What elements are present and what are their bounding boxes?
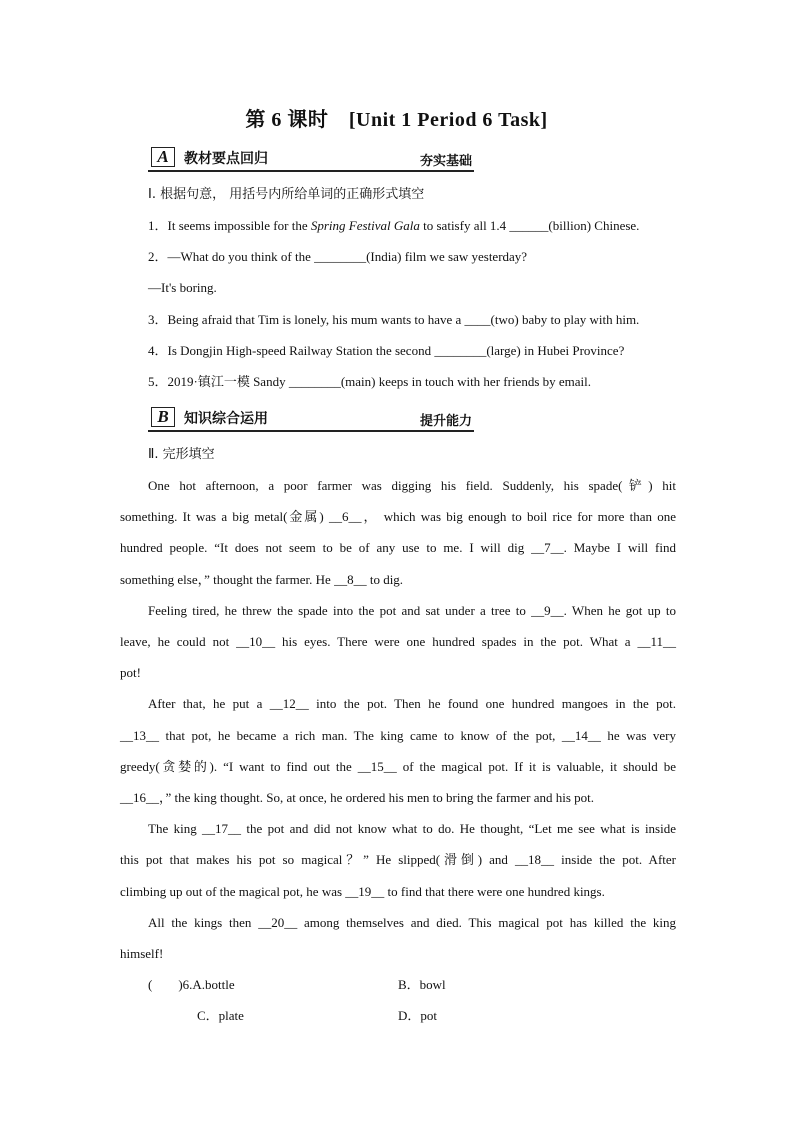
- question-6-option-d: D．pot: [398, 1008, 438, 1023]
- passage-line: pot!: [120, 665, 141, 680]
- question-2-answer: —It's boring.: [148, 280, 217, 295]
- question-2: 2．—What do you think of the ________(India) film we saw yesterday?: [148, 249, 528, 264]
- part1-heading: Ⅰ. 根据句意， 用括号内所给单词的正确形式填空: [148, 187, 425, 202]
- section-a-header: [148, 146, 474, 172]
- passage-line: __16__，” the king thought. So, at once, he ordered his men to bring the farmer and his pot.: [120, 790, 595, 805]
- passage-line: All the kings then __20__ among themselves and died. This magical pot has killed the king: [148, 915, 676, 930]
- part2-heading: Ⅱ. 完形填空: [148, 447, 215, 462]
- section-b-badge: B: [151, 407, 175, 427]
- question-4: 4．Is Dongjin High-speed Railway Station the second ________(large) in Hubei Province?: [148, 343, 625, 358]
- section-a-badge: A: [151, 147, 175, 167]
- passage-line: __13__ that pot, he became a rich man. The king came to know of the pot, __14__ he was very: [120, 728, 676, 743]
- passage-line: himself!: [120, 946, 164, 961]
- section-a-label: 教材要点回归: [184, 151, 268, 167]
- passage-line: something else，” thought the farmer. He __8__ to dig.: [120, 572, 404, 587]
- question-1: 1．It seems impossible for the Spring Festival Gala to satisfy all 1.4 ______(billion) Chinese.: [148, 218, 640, 233]
- question-6-stem-option-a: ( )6.A.bottle: [148, 977, 235, 992]
- passage-line: this pot that makes his pot so magical？” He slipped(滑倒) and __18__ inside the pot. After: [120, 852, 676, 867]
- passage-line: One hot afternoon, a poor farmer was digging his field. Suddenly, his spade(铲) hit: [148, 478, 676, 493]
- passage-line: greedy(贪婪的). “I want to find out the __15__ of the magical pot. If it is valuable, it should be: [120, 759, 676, 774]
- passage-line: leave, he could not __10__ his eyes. There were one hundred spades in the pot. What a __11__: [120, 634, 676, 649]
- passage-line: After that, he put a __12__ into the pot. Then he found one hundred mangoes in the pot.: [148, 696, 676, 711]
- question-6-option-c: C．plate: [197, 1008, 244, 1023]
- passage-line: The king __17__ the pot and did not know what to do. He thought, “Let me see what is inside: [148, 821, 676, 836]
- section-b-right-label: 提升能力: [419, 414, 472, 429]
- section-a-right-label: 夯实基础: [419, 154, 472, 169]
- question-3: 3．Being afraid that Tim is lonely, his mum wants to have a ____(two) baby to play with him.: [148, 312, 640, 327]
- question-6-option-b: B．bowl: [398, 977, 446, 992]
- passage-line: climbing up out of the magical pot, he was __19__ to find that there were one hundred kings.: [120, 884, 605, 899]
- passage-line: hundred people. “It does not seem to be of any use to me. I will dig __7__. Maybe I will find: [120, 540, 676, 555]
- gala-name: Spring Festival Gala: [310, 218, 420, 233]
- passage-line: something. It was a big metal(金属) __6__， which was big enough to boil rice for more than one: [120, 509, 676, 524]
- page-title: 第 6 课时 [Unit 1 Period 6 Task]: [245, 109, 548, 131]
- question-5: 5．2019·镇江一模 Sandy ________(main) keeps in touch with her friends by email.: [148, 374, 592, 389]
- section-b-label: 知识综合运用: [184, 411, 268, 427]
- section-b-header: [148, 406, 474, 432]
- passage-line: Feeling tired, he threw the spade into the pot and sat under a tree to __9__. When he got up to: [148, 603, 676, 618]
